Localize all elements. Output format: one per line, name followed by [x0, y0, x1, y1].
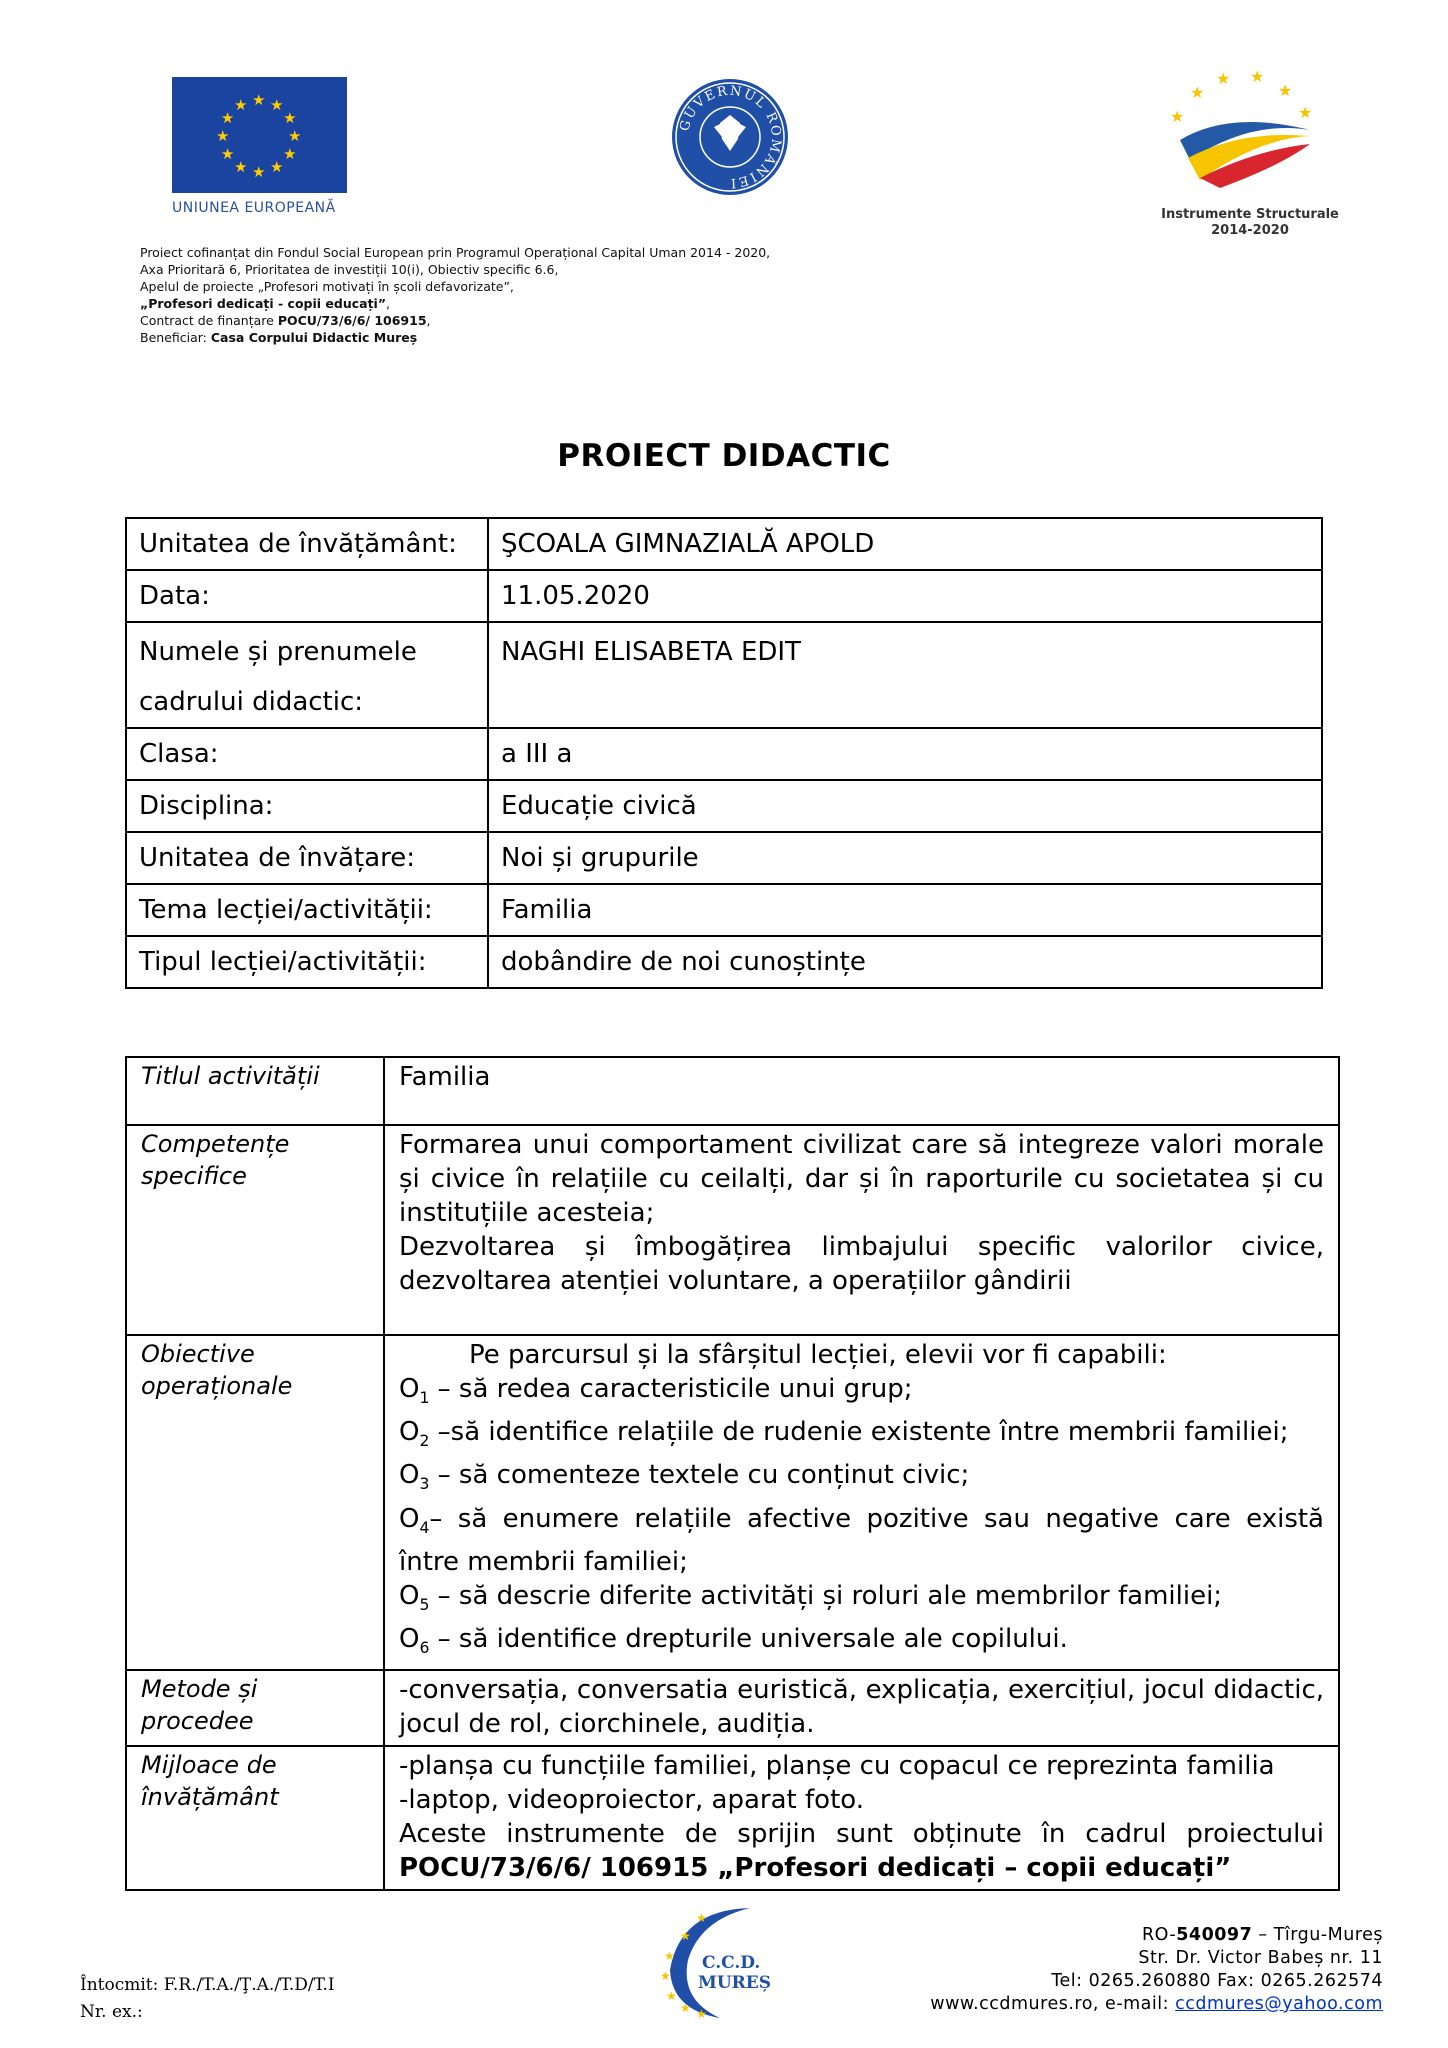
project-name: „Profesori dedicați - copii educați” [140, 296, 387, 311]
list-item: $O_5$ – să descrie diferite activități și roluri ale membrilor familiei; [399, 1580, 1223, 1614]
list-item: $O_4-$ să enumere relațiile afective pozitive sau negative care există între membrii familiei; [399, 1503, 1324, 1577]
eu-stars-icon [172, 77, 347, 193]
metode-text: -conversația, conversatia euristică, explicația, exercițiul, jocul didactic, jocul de rol, ciorchinele, audiția. [384, 1670, 1339, 1746]
mijloace-text: -planșa cu funcțiile familiei, planșe cu copacul ce reprezinta familia [399, 1751, 1275, 1782]
funding-line: Axa Prioritară 6, Prioritatea de investiții 10(i), Obiectiv specific 6.6, [140, 262, 559, 277]
table-row [126, 1670, 1339, 1746]
svg-text:C.C.D.: C.C.D. [702, 1953, 761, 1973]
government-seal-logo [670, 77, 790, 197]
mijloace-label: Mijloace de învățământ [126, 1746, 384, 1890]
list-item: $O_1$ – să redea caracteristicile unui grup; [399, 1374, 913, 1408]
table-row [126, 1057, 1339, 1125]
svg-text:★: ★ [1190, 83, 1205, 102]
contract-code: POCU/73/6/6/ 106915 [277, 313, 427, 328]
beneficiary: Casa Corpului Didactic Mureș [210, 330, 418, 345]
table-row: Unitatea de învățământ: ŞCOALA GIMNAZIALĂ APOLD [126, 518, 1322, 570]
svg-text:★: ★ [696, 1911, 707, 1925]
competente-label: Competențe specifice [126, 1125, 384, 1335]
table-row: Numele și prenumele cadrului didactic: NAGHI ELISABETA EDIT [126, 622, 1322, 728]
seal-text: GUVERNUL ROMÂNIEI [677, 83, 784, 191]
eu-star-icon: ★ [270, 95, 284, 114]
instrumente-structurale-caption: Instrumente Structurale 2014-2020 [1161, 207, 1339, 238]
prepared-by: Întocmit: F.R./T.A./Ţ.A./T.D/T.I [80, 1975, 335, 1995]
eu-star-icon: ★ [216, 127, 230, 145]
svg-text:★: ★ [1170, 107, 1185, 126]
svg-text:MUREȘ: MUREȘ [698, 1973, 772, 1993]
eu-star-icon: ★ [234, 95, 248, 114]
info-table [125, 517, 1323, 989]
svg-text:★: ★ [660, 1969, 671, 1983]
eu-flag-logo [172, 77, 347, 193]
eu-star-icon: ★ [288, 127, 302, 145]
table-row [126, 1335, 1339, 1670]
eu-star-icon: ★ [234, 158, 248, 177]
svg-text:★: ★ [666, 1989, 677, 2003]
svg-text:★: ★ [696, 2007, 707, 2020]
funding-line: Proiect cofinanțat din Fondul Social European prin Programul Operațional Capital Uman 2014 - 2020, [140, 245, 771, 260]
titlu-value: Familia [384, 1057, 1339, 1125]
eu-star-icon: ★ [220, 145, 235, 163]
eu-star-icon: ★ [283, 109, 297, 127]
competente-text: Formarea unui comportament civilizat care să integreze valori morale și civice în relațiile cu ceilalți, dar și în raporturile cu societatea și cu instituțiile acesteia; [399, 1130, 1324, 1228]
eu-star-icon: ★ [270, 158, 284, 177]
table-row: Data: 11.05.2020 [126, 570, 1322, 622]
street: Str. Dr. Victor Babeș nr. 11 [1138, 1948, 1383, 1968]
website: www.ccdmures.ro, e-mail: [930, 1994, 1176, 2014]
svg-text:★: ★ [680, 1929, 691, 1943]
funding-line: Apelul de proiecte „Profesori motivați în școli defavorizate”, [140, 279, 514, 294]
list-item: $O_3$ – să comenteze textele cu conținut civic; [399, 1460, 970, 1494]
table-row: Tipul lecției/activității: dobândire de noi cunoștințe [126, 936, 1322, 988]
footer-left [80, 1972, 335, 2026]
table-row: Clasa: a III a [126, 728, 1322, 780]
copy-number: Nr. ex.: [80, 2002, 143, 2022]
instrumente-structurale-logo [1160, 70, 1320, 190]
obiective-label: Obiective operaționale [126, 1335, 384, 1670]
detail-table [125, 1056, 1340, 1891]
svg-text:★: ★ [1216, 70, 1231, 88]
funding-statement: Proiect cofinanțat din Fondul Social European prin Programul Operațional Capital Uman 2014 - 2020, Axa Prioritară 6, Prioritatea de investiții 10(i), Obiectiv specific 6.6, Apelul de proiecte „Profesori motivați în școli defavorizate”, „Profesori dedicați - copii educați”, Contract de finanțare POCU/73/6/6/ 106915, Beneficiar: Casa Corpului Didactic Mureș [140, 244, 900, 346]
list-item: $O_6$ – să identifice drepturile universale ale copilului. [399, 1623, 1068, 1658]
eu-star-icon: ★ [252, 163, 266, 181]
table-row [126, 1125, 1339, 1335]
svg-text:★: ★ [680, 2001, 691, 2015]
eu-star-icon: ★ [220, 109, 235, 127]
svg-text:★: ★ [1278, 81, 1293, 100]
list-item: $O_2$ –să identifice relațiile de rudenie existente între membrii familiei; [399, 1417, 1289, 1451]
svg-text:★: ★ [664, 1949, 675, 1963]
mijloace-text: Aceste instrumente de sprijin sunt obținute în cadrul proiectului [399, 1819, 1324, 1850]
table-row: Disciplina: Educație civică [126, 780, 1322, 832]
competente-text: Dezvoltarea și îmbogățirea limbajului specific valorilor civice, dezvoltarea atenției voluntare, a operațiilor gândirii [399, 1232, 1324, 1296]
phone: Tel: 0265.260880 Fax: 0265.262574 [1051, 1971, 1383, 1991]
mijloace-text: -laptop, videoproiector, aparat foto. [399, 1785, 864, 1816]
obiective-intro: Pe parcursul și la sfârșitul lecției, elevii vor fi capabili: [469, 1340, 1167, 1370]
eu-star-icon: ★ [252, 91, 266, 109]
table-row: Unitatea de învățare: Noi și grupurile [126, 832, 1322, 884]
email-link[interactable]: ccdmures@yahoo.com [1175, 1994, 1383, 2014]
svg-text:★: ★ [1298, 103, 1313, 122]
titlu-label: Titlul activității [126, 1057, 384, 1125]
page-title: PROIECT DIDACTIC [557, 438, 891, 474]
mijloace-project: POCU/73/6/6/ 106915 „Profesori dedicați – copii educați” [399, 1853, 1232, 1884]
metode-label: Metode și procedee [126, 1670, 384, 1746]
table-row [126, 1746, 1339, 1890]
eu-star-icon: ★ [283, 145, 297, 163]
eu-caption: UNIUNEA EUROPEANĂ [172, 200, 336, 216]
footer-address: RO-540097 – Tîrgu-Mureș Str. Dr. Victor Babeș nr. 11 Tel: 0265.260880 Fax: 0265.262574 www.ccdmures.ro, e-mail: ccdmures@yahoo.com [800, 1924, 1383, 2016]
ccd-mures-logo [650, 1900, 780, 2020]
table-row: Tema lecției/activității: Familia [126, 884, 1322, 936]
svg-text:★: ★ [1250, 70, 1265, 86]
